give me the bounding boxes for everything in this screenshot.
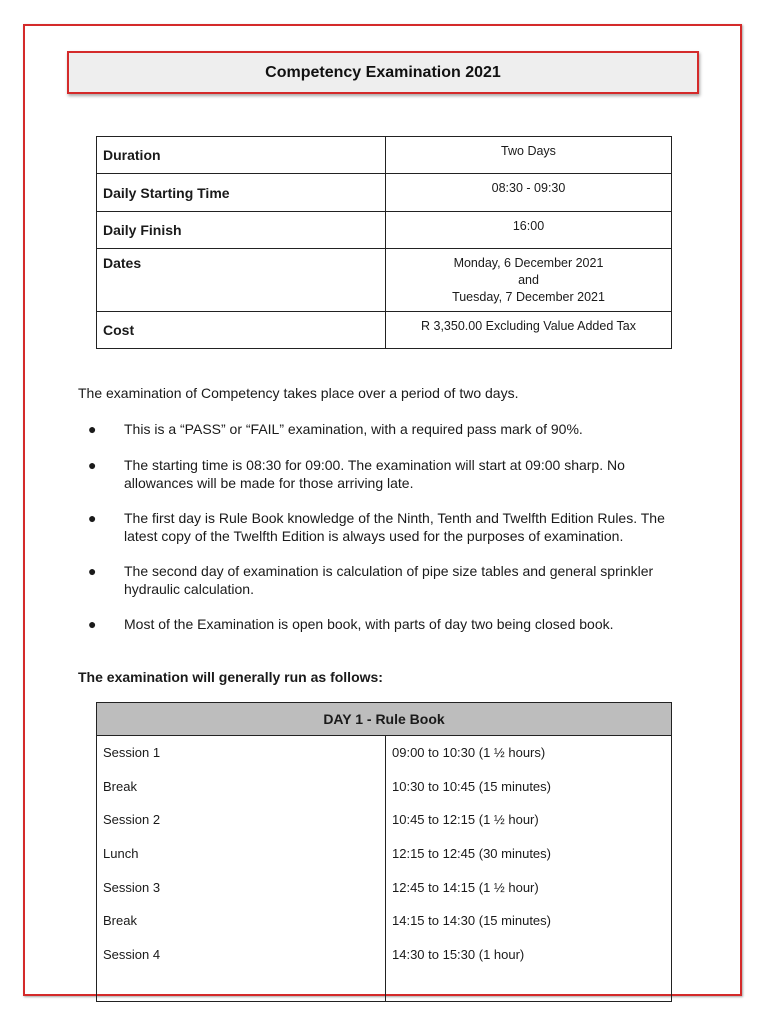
table-row xyxy=(97,212,672,249)
table-row xyxy=(97,249,672,312)
info-value-line: Two Days xyxy=(501,144,556,158)
info-value xyxy=(386,137,672,174)
info-value xyxy=(386,174,672,212)
bullet-text: The starting time is 08:30 for 09:00. The examination will start at 09:00 sharp. No allowances will be made for those arriving late. xyxy=(124,457,625,491)
info-value-line: Tuesday, 7 December 2021 xyxy=(452,290,605,304)
bullet-text: This is a “PASS” or “FAIL” examination, with a required pass mark of 90%. xyxy=(124,421,583,437)
schedule-item: Session 2 xyxy=(97,803,386,837)
list-item xyxy=(88,509,688,545)
table-row xyxy=(97,938,672,972)
list-item xyxy=(88,615,688,633)
bullet-text: Most of the Examination is open book, with parts of day two being closed book. xyxy=(124,616,614,632)
intro-text: The examination of Competency takes place over a period of two days. xyxy=(78,385,519,401)
page-title: Competency Examination 2021 xyxy=(67,51,699,94)
table-row xyxy=(97,312,672,349)
table-header-row xyxy=(97,703,672,736)
schedule-time: 10:30 to 10:45 (15 minutes) xyxy=(386,770,672,804)
info-value-line: Monday, 6 December 2021 xyxy=(453,256,604,270)
table-row xyxy=(97,770,672,804)
table-row xyxy=(97,904,672,938)
info-value xyxy=(386,212,672,249)
schedule-item: Break xyxy=(97,770,386,804)
schedule-time: 09:00 to 10:30 (1 ½ hours) xyxy=(386,736,672,770)
info-label: Duration xyxy=(97,137,386,174)
info-value xyxy=(386,312,672,349)
schedule-heading: The examination will generally run as follows: xyxy=(78,669,383,685)
schedule-item: Session 3 xyxy=(97,870,386,904)
bullet-list xyxy=(88,420,688,633)
list-item xyxy=(88,420,688,438)
table-row xyxy=(97,736,672,770)
list-item xyxy=(88,456,688,492)
table-row xyxy=(97,870,672,904)
info-label: Dates xyxy=(97,249,386,312)
info-value-line: R 3,350.00 Excluding Value Added Tax xyxy=(421,319,636,333)
info-table xyxy=(96,136,672,349)
schedule-time: 12:15 to 12:45 (30 minutes) xyxy=(386,837,672,871)
bullet-text: The first day is Rule Book knowledge of the Ninth, Tenth and Twelfth Edition Rules. The latest copy of the Twelfth Edition is always used for the purposes of examination. xyxy=(124,510,665,544)
schedule-time-empty xyxy=(386,971,672,1002)
bullet-icon: ● xyxy=(88,616,97,632)
schedule-time: 14:30 to 15:30 (1 hour) xyxy=(386,938,672,972)
info-value-line: and xyxy=(518,273,539,287)
bullet-icon: ● xyxy=(88,510,97,526)
list-item xyxy=(88,562,688,598)
schedule-time: 10:45 to 12:15 (1 ½ hour) xyxy=(386,803,672,837)
table-row xyxy=(97,803,672,837)
info-value xyxy=(386,249,672,312)
table-row xyxy=(97,837,672,871)
info-label: Cost xyxy=(97,312,386,349)
schedule-time: 12:45 to 14:15 (1 ½ hour) xyxy=(386,870,672,904)
info-label: Daily Starting Time xyxy=(97,174,386,212)
table-row xyxy=(97,137,672,174)
table-row xyxy=(97,174,672,212)
bullet-text: The second day of examination is calculation of pipe size tables and general sprinkler hydraulic calculation. xyxy=(124,563,654,597)
table-row xyxy=(97,971,672,1002)
info-value-line: 08:30 - 09:30 xyxy=(491,181,566,195)
bullet-icon: ● xyxy=(88,563,97,579)
schedule-item: Session 1 xyxy=(97,736,386,770)
schedule-item: Session 4 xyxy=(97,938,386,972)
info-label: Daily Finish xyxy=(97,212,386,249)
schedule-header: DAY 1 - Rule Book xyxy=(97,703,672,736)
info-value-line: 16:00 xyxy=(512,219,545,233)
schedule-item: Lunch xyxy=(97,837,386,871)
schedule-table xyxy=(96,702,672,1002)
schedule-time: 14:15 to 14:30 (15 minutes) xyxy=(386,904,672,938)
bullet-icon: ● xyxy=(88,457,97,473)
schedule-item: Break xyxy=(97,904,386,938)
schedule-item-empty xyxy=(97,971,386,1002)
bullet-icon: ● xyxy=(88,421,97,437)
